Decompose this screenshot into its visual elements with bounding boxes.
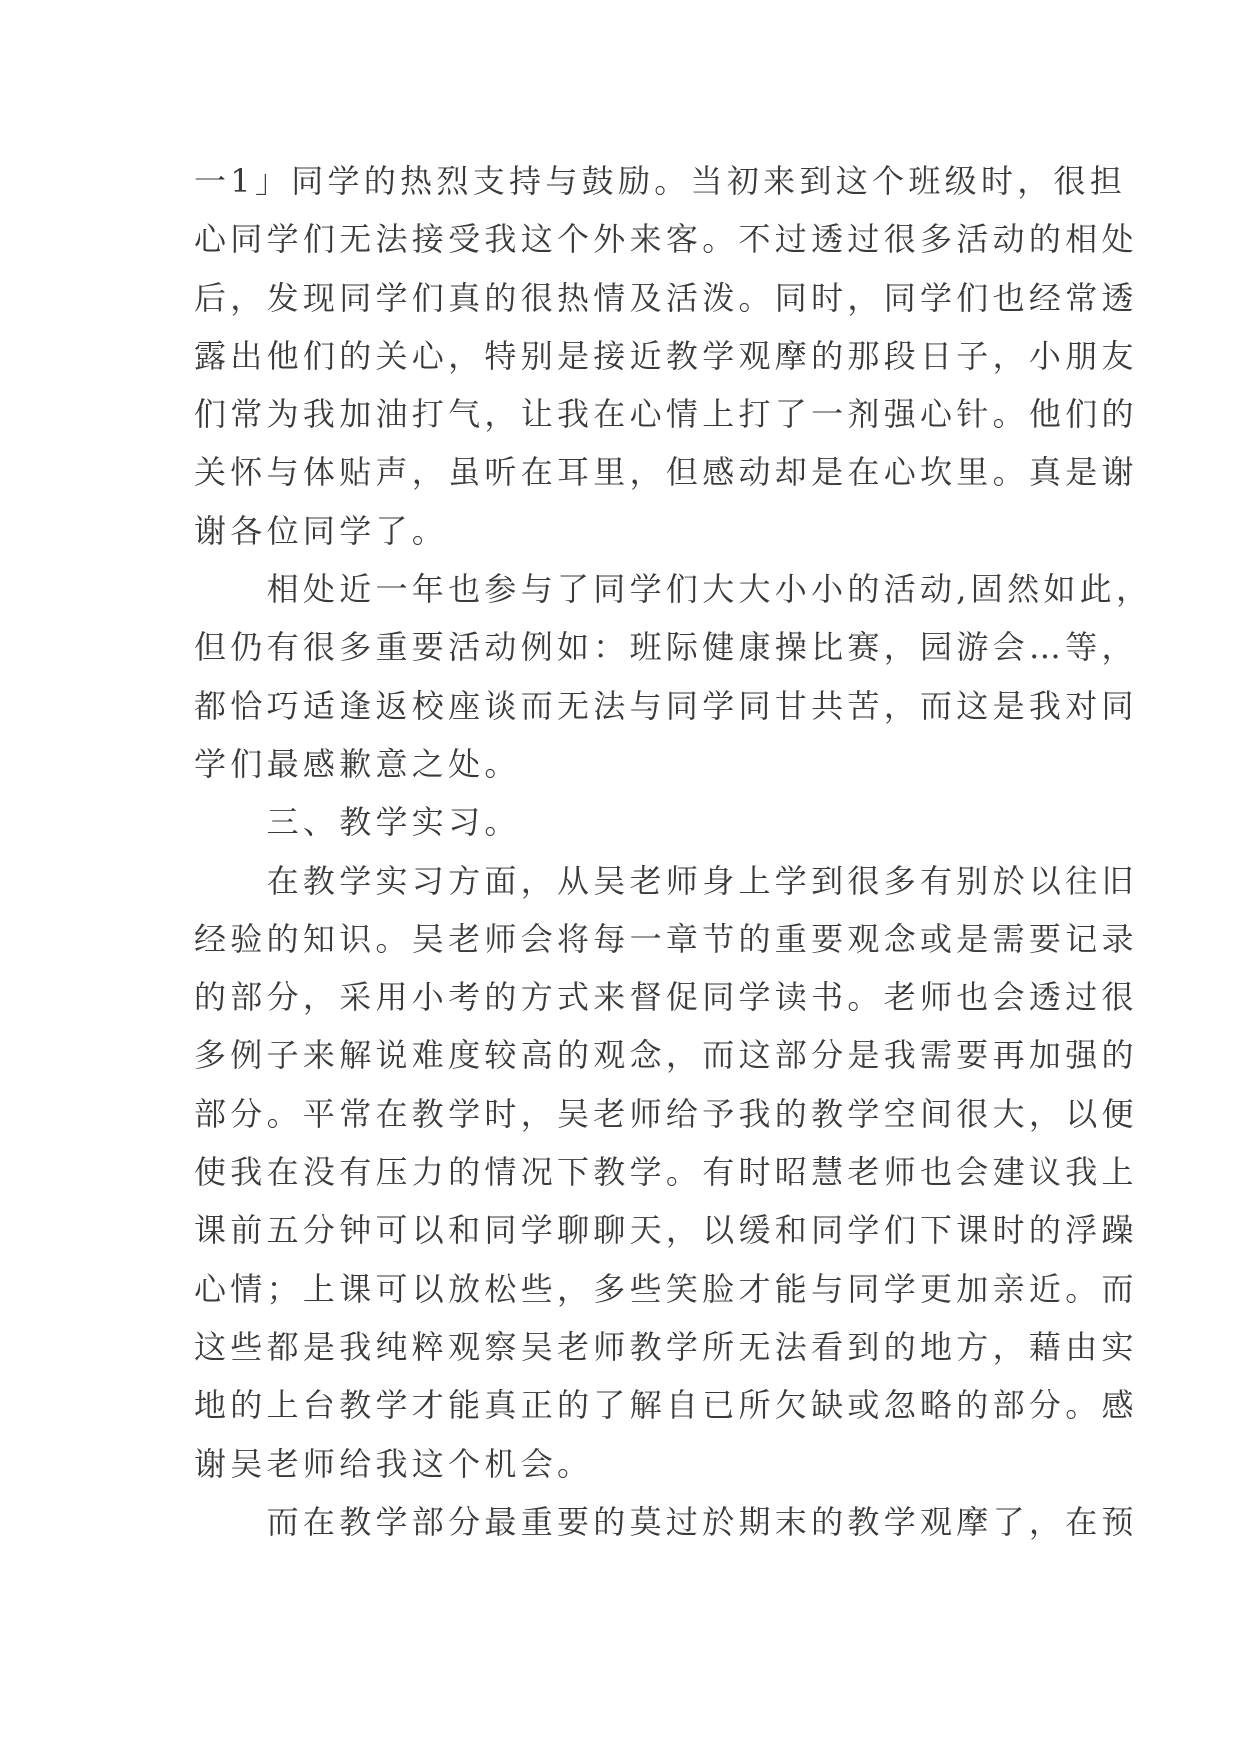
text-line: 谢各位同学了。 [194,511,449,550]
text-line: 心同学们无法接受我这个外来客。不过透过很多活动的相处 [194,220,1138,259]
text-line: 露出他们的关心，特别是接近教学观摩的那段日子，小朋友 [194,336,1138,375]
text-line: 关怀与体贴声，虽听在耳里，但感动却是在心坎里。真是谢 [194,453,1138,492]
text-line: 课前五分钟可以和同学聊聊天，以缓和同学们下课时的浮躁 [194,1211,1138,1250]
text-line: 的部分，采用小考的方式来督促同学读书。老师也会透过很 [194,978,1138,1017]
text-line: 学们最感歉意之处。 [194,744,521,783]
text-line: 相处近一年也参与了同学们大大小小的活动,固然如此， [194,570,1153,609]
text-line: 地的上台教学才能真正的了解自已所欠缺或忽略的部分。感 [194,1386,1138,1425]
text-line: 部分。平常在教学时，吴老师给予我的教学空间很大，以便 [194,1094,1138,1133]
text-line: 们常为我加油打气，让我在心情上打了一剂强心针。他们的 [194,395,1138,434]
text-line: 一1」同学的热烈支持与鼓励。当初来到这个班级时，很担 [194,162,1127,200]
section-heading [194,793,1064,851]
text-line: 经验的知识。吴老师会将每一章节的重要观念或是需要记录 [194,919,1138,958]
text-line: 谢吴老师给我这个机会。 [194,1444,594,1483]
paragraph-1 [194,152,1138,560]
text-line: 而在教学部分最重要的莫过於期末的教学观摩了，在预 [194,1502,1138,1541]
text-line: 多例子来解说难度较高的观念，而这部分是我需要再加强的 [194,1036,1138,1075]
text-line: 都恰巧适逢返校座谈而无法与同学同甘共苦，而这是我对同 [194,686,1138,725]
heading-line: 三、教学实习。 [194,803,521,842]
paragraph-3 [194,852,1138,1493]
text-line: 但仍有很多重要活动例如：班际健康操比赛，园游会…等， [194,628,1138,667]
text-line: 在教学实习方面，从吴老师身上学到很多有别於以往旧 [194,861,1138,900]
text-line: 使我在没有压力的情况下教学。有时昭慧老师也会建议我上 [194,1153,1138,1192]
text-line: 后，发现同学们真的很热情及活泼。同时，同学们也经常透 [194,278,1138,317]
paragraph-4 [194,1493,1138,1551]
text-line: 心情；上课可以放松些，多些笑脸才能与同学更加亲近。而 [194,1269,1138,1308]
body-text [194,152,1153,1551]
paragraph-2 [194,560,1153,793]
text-line: 这些都是我纯粹观察吴老师教学所无法看到的地方，藉由实 [194,1327,1138,1366]
